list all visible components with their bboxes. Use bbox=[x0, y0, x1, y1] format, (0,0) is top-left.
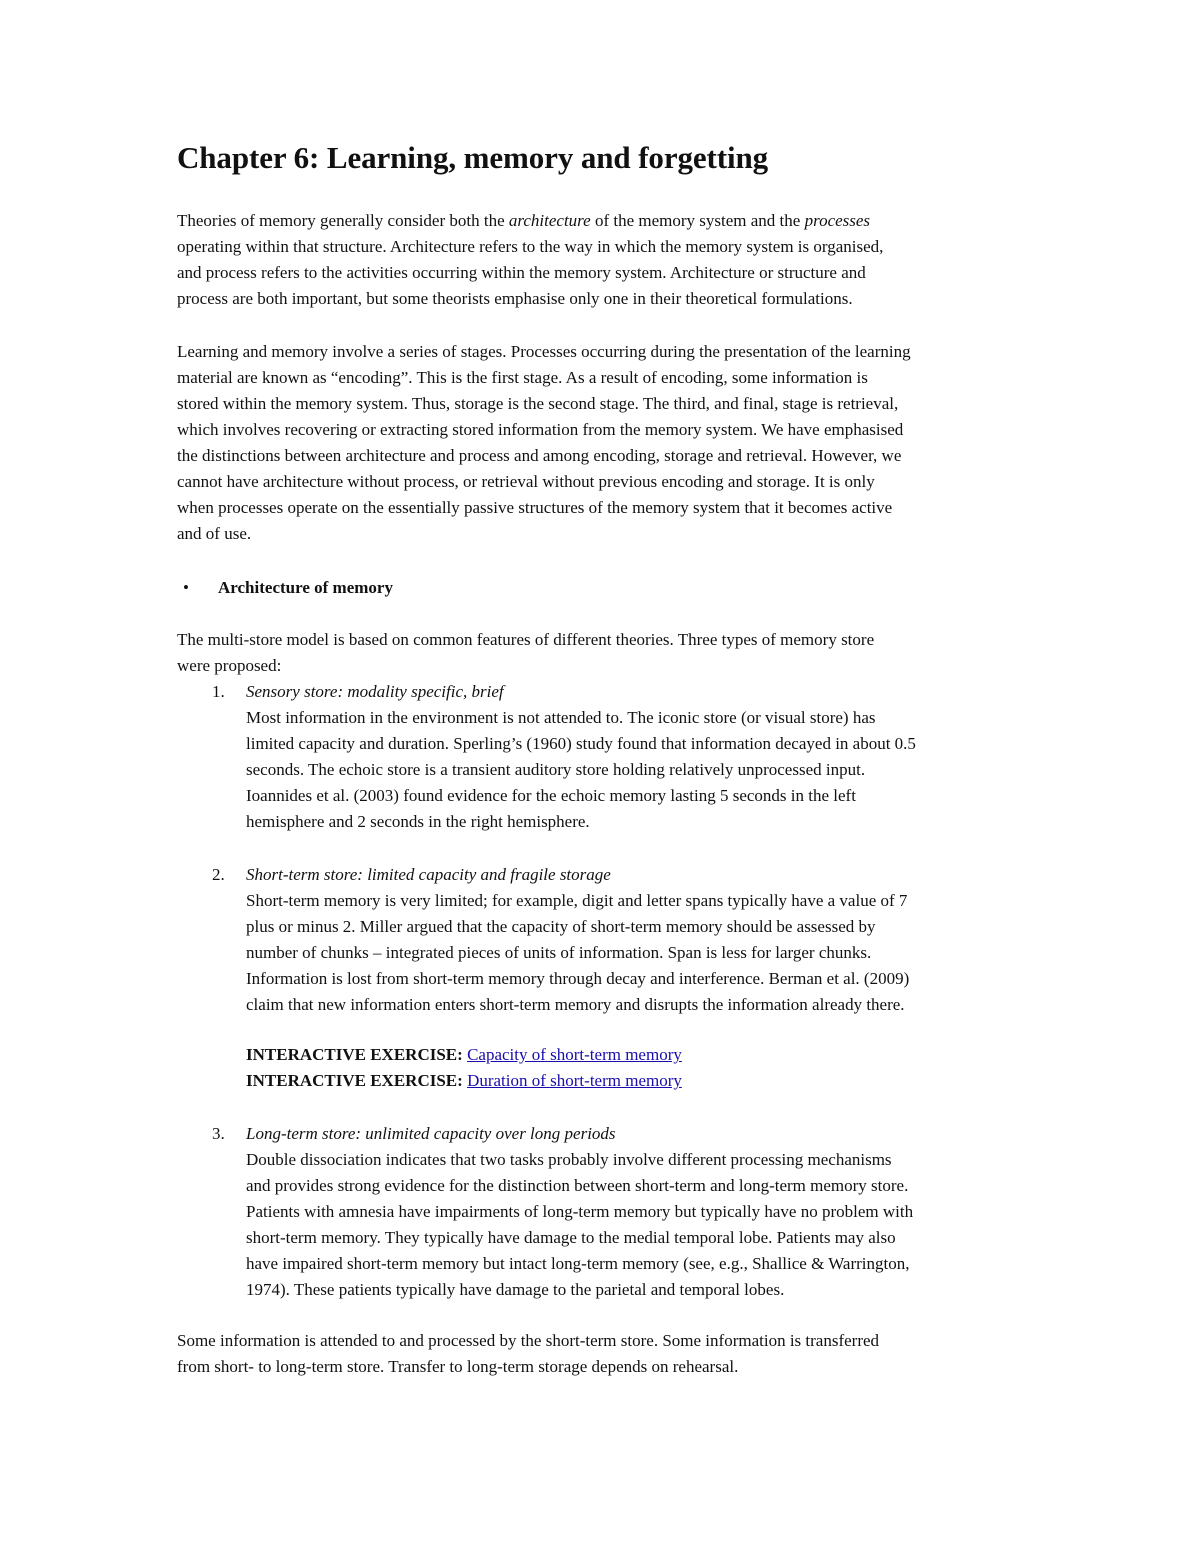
paragraph-line: from short- to long-term store. Transfer to long-term storage depends on rehearsal. bbox=[177, 1357, 739, 1376]
paragraph-line: the distinctions between architecture and process and among encoding, storage and retrieval. However, we bbox=[177, 446, 902, 465]
paragraph-line: Ioannides et al. (2003) found evidence for the echoic memory lasting 5 seconds in the left bbox=[246, 786, 856, 805]
paragraph-line: The multi-store model is based on common features of different theories. Three types of memory store bbox=[177, 630, 875, 649]
paragraph-line: have impaired short-term memory but intact long-term memory (see, e.g., Shallice & Warrington, bbox=[246, 1254, 910, 1273]
paragraph-line: operating within that structure. Architecture refers to the way in which the memory system is organised, bbox=[177, 237, 884, 256]
paragraph-line: and process refers to the activities occurring within the memory system. Architecture or structure and bbox=[177, 263, 866, 282]
capacity-exercise-link[interactable]: Capacity of short-term memory bbox=[467, 1045, 682, 1064]
paragraph-line: short-term memory. They typically have damage to the medial temporal lobe. Patients may also bbox=[246, 1228, 896, 1247]
paragraph-line: hemisphere and 2 seconds in the right hemisphere. bbox=[246, 812, 590, 831]
list-item-short-term-store bbox=[246, 862, 909, 1018]
bullet-icon: • bbox=[183, 578, 189, 597]
transfer-paragraph bbox=[177, 1328, 879, 1380]
paragraph-line: and of use. bbox=[177, 524, 252, 543]
paragraph-line: Information is lost from short-term memory through decay and interference. Berman et al. (2009) bbox=[246, 969, 910, 988]
section-heading: Architecture of memory bbox=[218, 578, 393, 597]
paragraph-line: material are known as “encoding”. This is the first stage. As a result of encoding, some information is bbox=[177, 368, 868, 387]
paragraph-line: when processes operate on the essentially passive structures of the memory system that it becomes active bbox=[177, 498, 893, 517]
paragraph-line: number of chunks – integrated pieces of units of information. Span is less for larger chunks. bbox=[246, 943, 872, 962]
paragraph-line: cannot have architecture without process, or retrieval without previous encoding and storage. It is only bbox=[177, 472, 875, 491]
architecture-term: architecture bbox=[508, 211, 591, 230]
interactive-exercise-capacity bbox=[246, 1042, 682, 1068]
list-item-heading: Short-term store: limited capacity and fragile storage bbox=[246, 865, 611, 884]
paragraph-line: process are both important, but some theorists emphasise only one in their theoretical formulations. bbox=[177, 289, 853, 308]
paragraph-line: Most information in the environment is not attended to. The iconic store (or visual store) has bbox=[246, 708, 876, 727]
list-item-sensory-store bbox=[246, 679, 916, 835]
paragraph-line: plus or minus 2. Miller argued that the capacity of short-term memory should be assessed by bbox=[246, 917, 876, 936]
intro-paragraph bbox=[177, 208, 883, 312]
paragraph-line: and provides strong evidence for the distinction between short-term and long-term memory store. bbox=[246, 1176, 909, 1195]
paragraph-line: Some information is attended to and processed by the short-term store. Some information is transferred bbox=[177, 1331, 880, 1350]
processes-term: processes bbox=[804, 211, 871, 230]
list-number: 1. bbox=[212, 682, 225, 701]
paragraph-line: limited capacity and duration. Sperling’s (1960) study found that information decayed in about 0.5 bbox=[246, 734, 916, 753]
paragraph-line: 1974). These patients typically have damage to the parietal and temporal lobes. bbox=[246, 1280, 785, 1299]
paragraph-line: Patients with amnesia have impairments of long-term memory but typically have no problem with bbox=[246, 1202, 914, 1221]
list-number: 2. bbox=[212, 865, 225, 884]
chapter-title: Chapter 6: Learning, memory and forgetting bbox=[177, 140, 769, 175]
paragraph-line: were proposed: bbox=[177, 656, 282, 675]
paragraph-line: stored within the memory system. Thus, storage is the second stage. The third, and final, stage is retrieval, bbox=[177, 394, 899, 413]
paragraph-line: Double dissociation indicates that two tasks probably involve different processing mechanisms bbox=[246, 1150, 892, 1169]
paragraph-line: Theories of memory generally consider both the architecture of the memory system and the processes bbox=[177, 211, 871, 230]
paragraph-line: seconds. The echoic store is a transient auditory store holding relatively unprocessed input. bbox=[246, 760, 866, 779]
paragraph-line: Short-term memory is very limited; for example, digit and letter spans typically have a value of 7 bbox=[246, 891, 908, 910]
duration-exercise-link[interactable]: Duration of short-term memory bbox=[467, 1071, 682, 1090]
exercise-label: INTERACTIVE EXERCISE: bbox=[246, 1045, 463, 1064]
list-item-long-term-store bbox=[246, 1121, 913, 1303]
list-item-heading: Sensory store: modality specific, brief bbox=[246, 682, 504, 701]
paragraph-line: claim that new information enters short-term memory and disrupts the information already there. bbox=[246, 995, 905, 1014]
list-item-heading: Long-term store: unlimited capacity over long periods bbox=[246, 1124, 616, 1143]
stages-paragraph bbox=[177, 339, 911, 547]
interactive-exercise-duration bbox=[246, 1068, 682, 1094]
paragraph-line: which involves recovering or extracting stored information from the memory system. We have emphasised bbox=[177, 420, 904, 439]
list-number: 3. bbox=[212, 1124, 225, 1143]
multistore-paragraph bbox=[177, 627, 874, 679]
paragraph-line: Learning and memory involve a series of stages. Processes occurring during the presentation of the learning bbox=[177, 342, 911, 361]
exercise-label: INTERACTIVE EXERCISE: bbox=[246, 1071, 463, 1090]
